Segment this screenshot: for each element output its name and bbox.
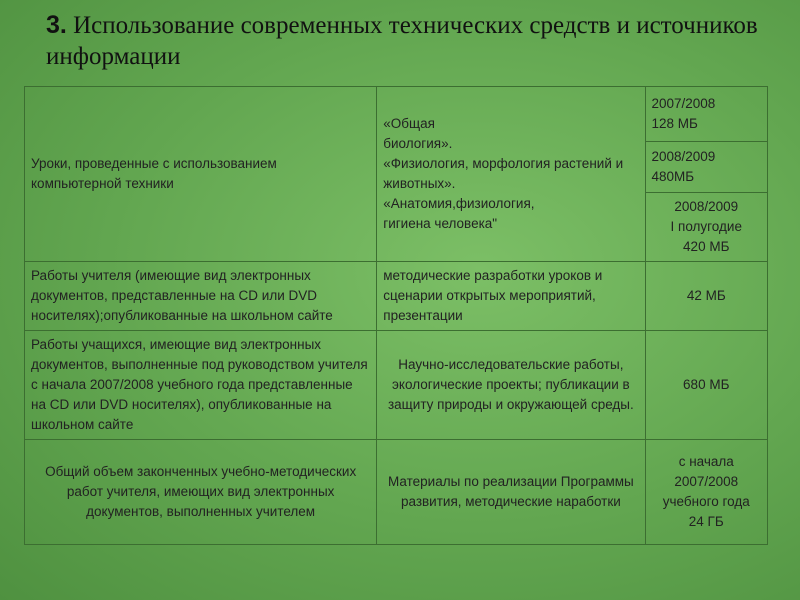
title-number: 3. (46, 11, 67, 39)
title-text: Использование современных технических средств и источников информации (46, 12, 758, 70)
table-row (25, 331, 768, 440)
table-cell: с начала 2007/2008 учебного года 24 ГБ (645, 440, 768, 545)
table-row (25, 262, 768, 331)
cell-text: Уроки, проведенные с использованием компьютерной техники (31, 156, 277, 191)
table-cell: 42 МБ (645, 262, 768, 331)
table-cell (25, 87, 377, 262)
table-cell: Научно-исследовательские работы, экологические проекты; публикации в защиту природы и окружающей среды. (377, 331, 645, 440)
table-cell: 2008/2009 480МБ (645, 142, 768, 193)
table-row (25, 440, 768, 545)
table-cell: Общий объем законченных учебно-методических работ учителя, имеющих вид электронных документов, выполненных учителем (25, 440, 377, 545)
table-cell: «Общая биология». «Физиология, морфология растений и животных». «Анатомия,физиология, гигиена человека" (377, 87, 645, 262)
table-cell: Материалы по реализации Программы развития, методические наработки (377, 440, 645, 545)
table-cell: методические разработки уроков и сценарии открытых мероприятий, презентации (377, 262, 645, 331)
table-cell: 2007/2008 128 МБ (645, 87, 768, 142)
table-cell: Работы учителя (имеющие вид электронных документов, представленные на CD или DVD носителях);опубликованные на школьном сайте (25, 262, 377, 331)
table-cell: 2008/2009 I полугодие 420 МБ (645, 193, 768, 262)
table-cell: Работы учащихся, имеющие вид электронных документов, выполненные под руководством учителя с начала 2007/2008 учебного года представленные на CD или DVD носителях), опубликованные на школьном сайте (25, 331, 377, 440)
slide-title (46, 10, 766, 72)
table-cell: 680 МБ (645, 331, 768, 440)
resources-table (24, 86, 768, 545)
table-row (25, 87, 768, 142)
